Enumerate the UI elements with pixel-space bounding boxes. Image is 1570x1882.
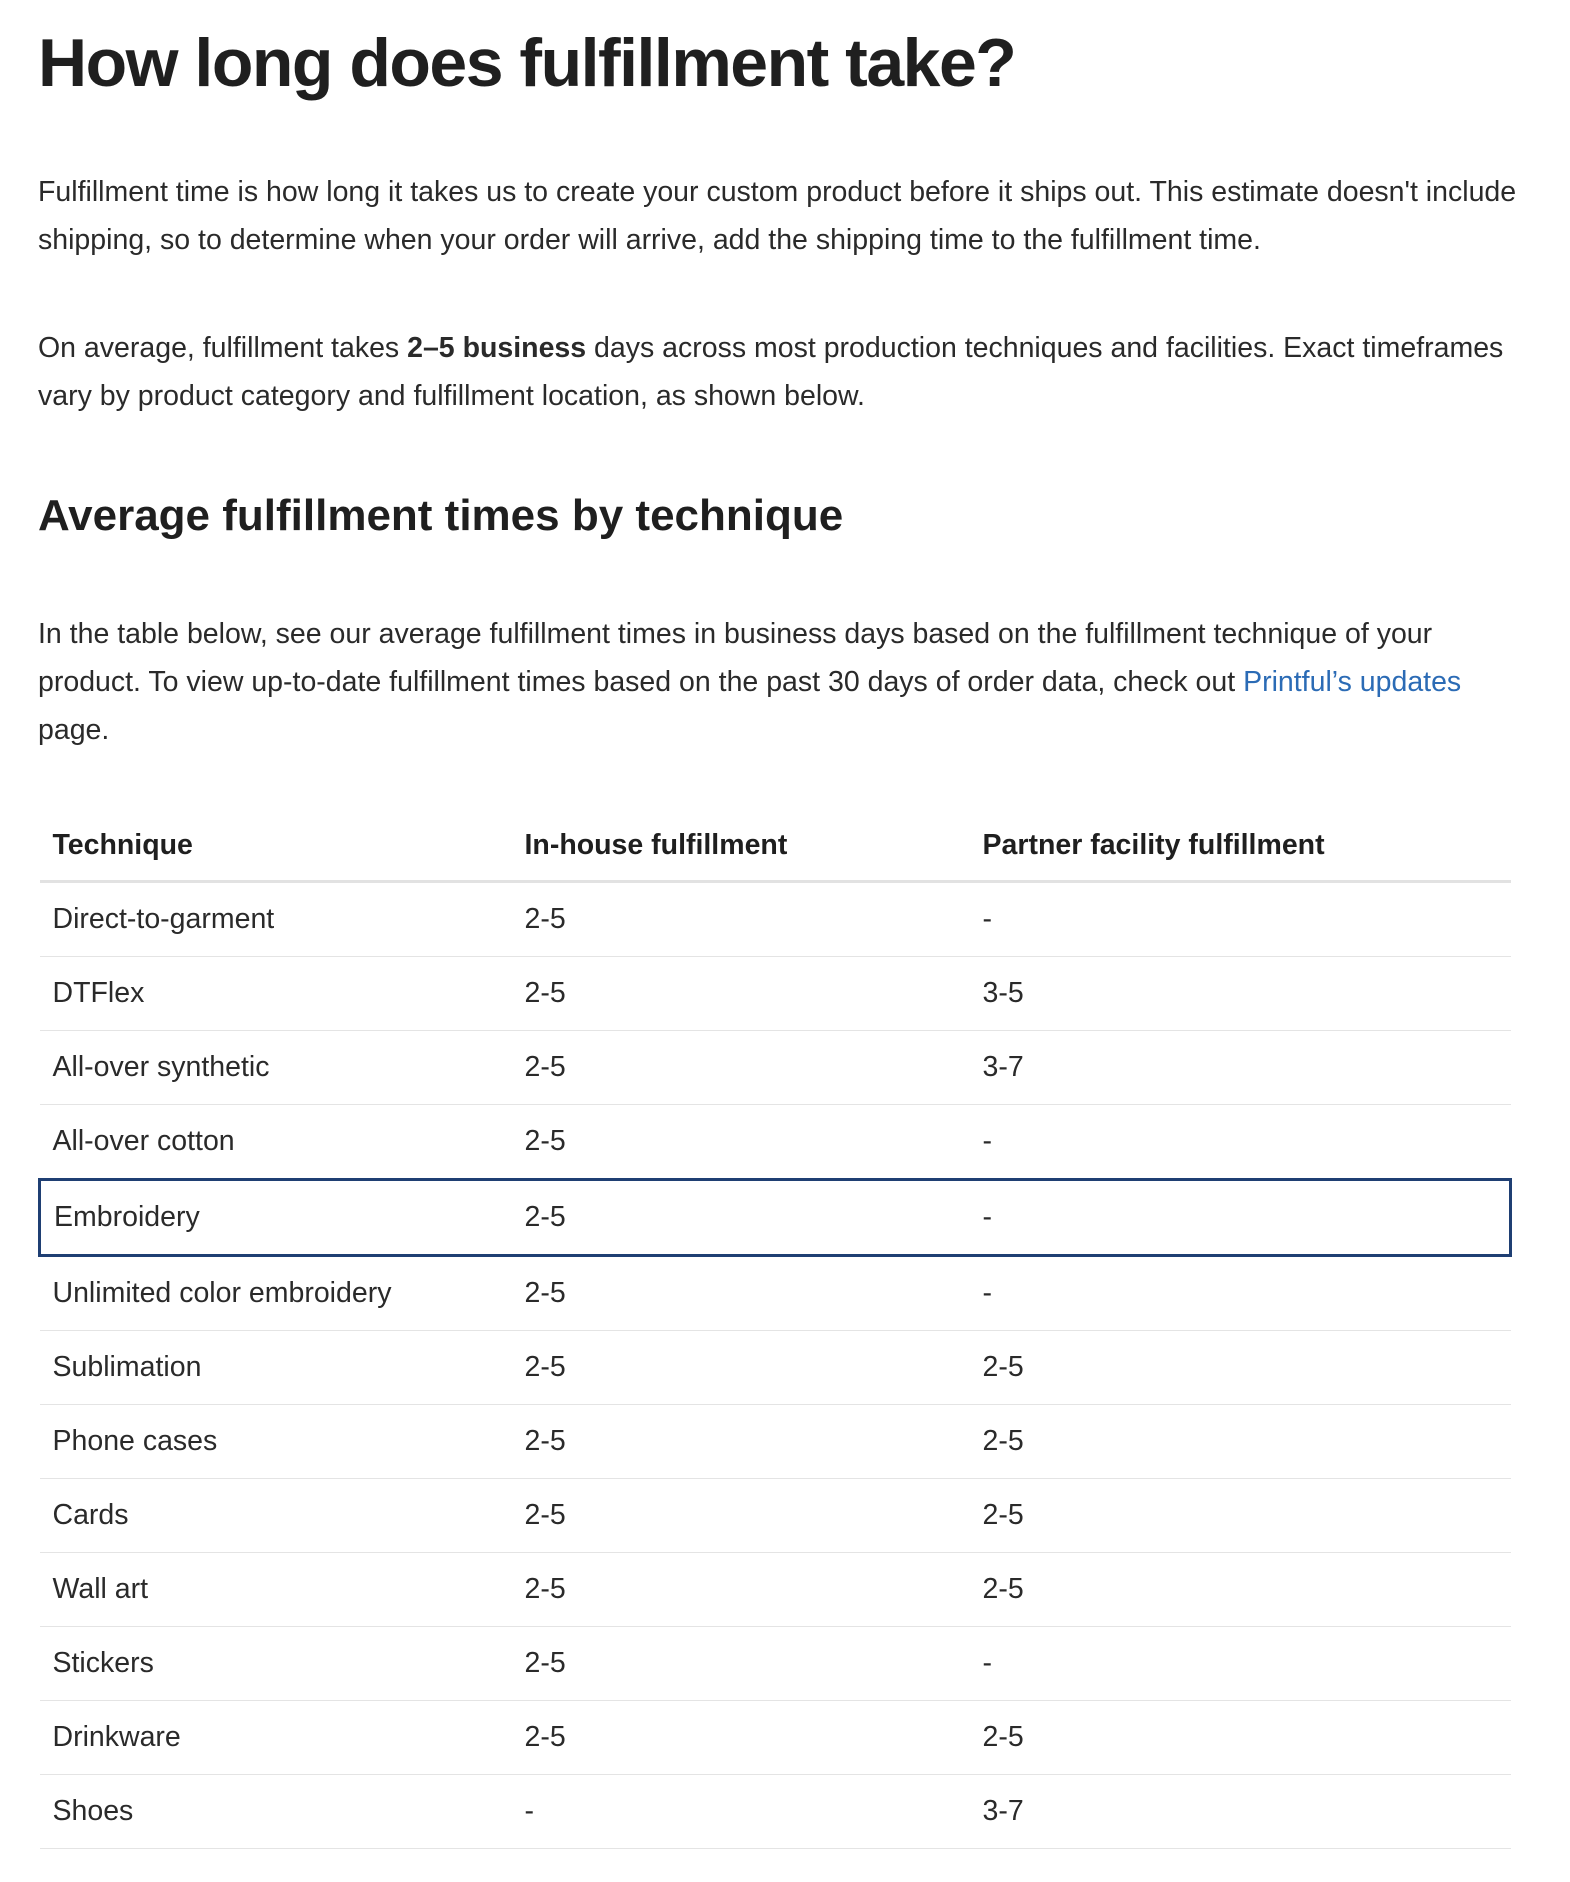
table-row — [40, 1180, 1511, 1256]
average-bold-text: 2–5 business — [407, 332, 587, 364]
partner-facility-cell: - — [970, 1105, 1511, 1180]
average-paragraph — [38, 324, 1532, 420]
in-house-cell: 2-5 — [512, 1031, 970, 1105]
table-body — [40, 882, 1511, 1849]
partner-facility-cell: 3-7 — [970, 1775, 1511, 1849]
header-partner-facility: Partner facility fulfillment — [970, 810, 1511, 882]
table-header-row — [40, 810, 1511, 882]
intro-paragraph: Fulfillment time is how long it takes us to create your custom product before it ships out. This estimate doesn't include shipping, so to determine when your order will arrive, add the shipping time to the fulfillment time. — [38, 176, 1517, 256]
partner-facility-cell: 3-5 — [970, 957, 1511, 1031]
partner-facility-cell: 2-5 — [970, 1701, 1511, 1775]
in-house-cell: 2-5 — [512, 1627, 970, 1701]
in-house-cell: 2-5 — [512, 957, 970, 1031]
in-house-cell: - — [512, 1775, 970, 1849]
in-house-cell: 2-5 — [512, 1256, 970, 1331]
technique-cell: All-over synthetic — [40, 1031, 512, 1105]
partner-facility-cell: 3-7 — [970, 1031, 1511, 1105]
technique-cell: Embroidery — [40, 1180, 512, 1256]
table-row — [40, 882, 1511, 957]
table-row — [40, 1627, 1511, 1701]
partner-facility-cell: - — [970, 1180, 1511, 1256]
header-in-house: In-house fulfillment — [512, 810, 970, 882]
partner-facility-cell: 2-5 — [970, 1405, 1511, 1479]
technique-cell: Drinkware — [40, 1701, 512, 1775]
section-title: Average fulfillment times by technique — [38, 491, 844, 540]
in-house-cell: 2-5 — [512, 882, 970, 957]
technique-cell: Shoes — [40, 1775, 512, 1849]
table-row — [40, 1331, 1511, 1405]
technique-cell: Sublimation — [40, 1331, 512, 1405]
fulfillment-times-table — [38, 810, 1512, 1849]
average-text-start: On average, fulfillment takes — [38, 332, 408, 364]
average-text-end: days across most production techniques and facilities. Exact timeframes vary by product category and fulfillment location, as shown below. — [38, 332, 1504, 412]
technique-cell: Phone cases — [40, 1405, 512, 1479]
table-row — [40, 1031, 1511, 1105]
table-row — [40, 1775, 1511, 1849]
in-house-cell: 2-5 — [512, 1553, 970, 1627]
table-intro-paragraph — [38, 610, 1532, 754]
table-row — [40, 1256, 1511, 1331]
table-row — [40, 1405, 1511, 1479]
header-technique: Technique — [40, 810, 512, 882]
table-row — [40, 1479, 1511, 1553]
partner-facility-cell: - — [970, 1256, 1511, 1331]
printful-updates-link[interactable]: Printful’s updates — [1243, 666, 1462, 698]
partner-facility-cell: - — [970, 882, 1511, 957]
table-row — [40, 1701, 1511, 1775]
in-house-cell: 2-5 — [512, 1405, 970, 1479]
technique-cell: DTFlex — [40, 957, 512, 1031]
partner-facility-cell: 2-5 — [970, 1479, 1511, 1553]
technique-cell: Cards — [40, 1479, 512, 1553]
in-house-cell: 2-5 — [512, 1479, 970, 1553]
in-house-cell: 2-5 — [512, 1180, 970, 1256]
technique-cell: Unlimited color embroidery — [40, 1256, 512, 1331]
partner-facility-cell: - — [970, 1627, 1511, 1701]
technique-cell: Direct-to-garment — [40, 882, 512, 957]
table-intro-text: In the table below, see our average fulfillment times in business days based on the fulfillment technique of your product. To view up-to-date fulfillment times based on the past 30 days of order data, check out — [38, 618, 1433, 698]
technique-cell: Stickers — [40, 1627, 512, 1701]
technique-cell: All-over cotton — [40, 1105, 512, 1180]
in-house-cell: 2-5 — [512, 1701, 970, 1775]
in-house-cell: 2-5 — [512, 1105, 970, 1180]
page-title: How long does fulfillment take? — [38, 25, 1016, 101]
table-row — [40, 1105, 1511, 1180]
table-row — [40, 957, 1511, 1031]
partner-facility-cell: 2-5 — [970, 1553, 1511, 1627]
in-house-cell: 2-5 — [512, 1331, 970, 1405]
technique-cell: Wall art — [40, 1553, 512, 1627]
table-row — [40, 1553, 1511, 1627]
table-intro-end-text: page. — [38, 714, 110, 746]
partner-facility-cell: 2-5 — [970, 1331, 1511, 1405]
